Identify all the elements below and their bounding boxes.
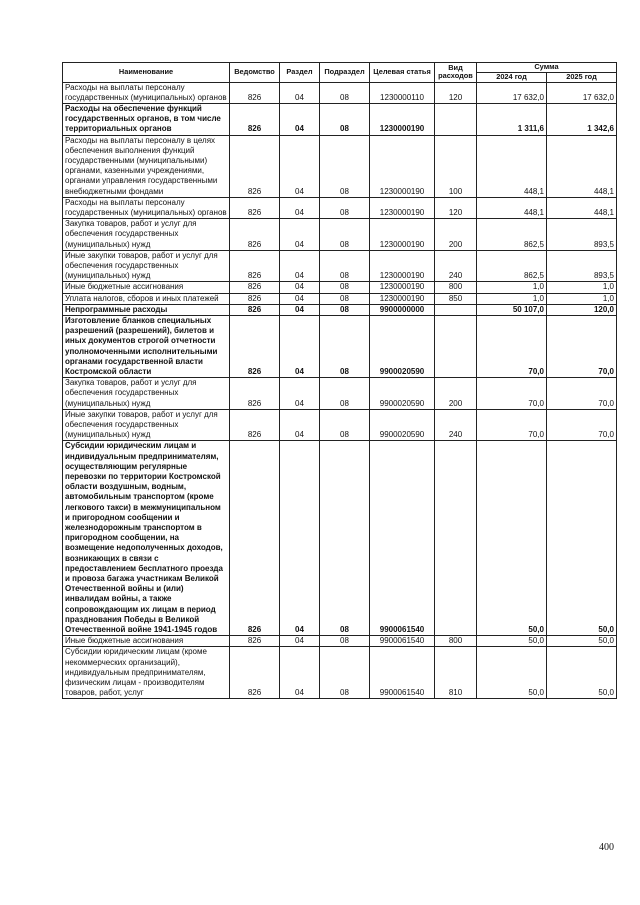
row-subsection: 08 bbox=[320, 219, 370, 251]
header-target: Целевая статья bbox=[370, 63, 435, 83]
row-value-2024: 448,1 bbox=[477, 197, 547, 218]
table-row bbox=[63, 441, 617, 636]
row-kind bbox=[435, 304, 477, 315]
row-value-2024: 70,0 bbox=[477, 409, 547, 441]
row-kind: 850 bbox=[435, 293, 477, 304]
row-section: 04 bbox=[280, 293, 320, 304]
row-name: Расходы на обеспечение функций государственных органов, в том числе территориальных органов bbox=[63, 103, 230, 135]
row-value-2025: 120,0 bbox=[547, 304, 617, 315]
row-name: Изготовление бланков специальных разрешений (разрешений), билетов и иных документов строгой отчетности уполномоченными исполнительными органами государственной власти Костромской области bbox=[63, 315, 230, 377]
row-dept: 826 bbox=[230, 647, 280, 699]
row-section: 04 bbox=[280, 219, 320, 251]
row-subsection: 08 bbox=[320, 378, 370, 410]
header-2024: 2024 год bbox=[477, 73, 547, 83]
row-value-2024: 50,0 bbox=[477, 647, 547, 699]
row-target: 9900020590 bbox=[370, 315, 435, 377]
row-section: 04 bbox=[280, 647, 320, 699]
row-section: 04 bbox=[280, 135, 320, 197]
table-row bbox=[63, 282, 617, 293]
row-subsection: 08 bbox=[320, 293, 370, 304]
row-target: 1230000110 bbox=[370, 82, 435, 103]
row-dept: 826 bbox=[230, 293, 280, 304]
row-dept: 826 bbox=[230, 636, 280, 647]
row-value-2025: 1 342,6 bbox=[547, 103, 617, 135]
row-value-2025: 50,0 bbox=[547, 636, 617, 647]
row-dept: 826 bbox=[230, 197, 280, 218]
header-kind: Вид расходов bbox=[435, 63, 477, 83]
row-value-2025: 70,0 bbox=[547, 315, 617, 377]
row-value-2025: 448,1 bbox=[547, 197, 617, 218]
row-value-2025: 70,0 bbox=[547, 378, 617, 410]
row-name: Субсидии юридическим лицам (кроме некоммерческих организаций), индивидуальным предпринимателям, физическим лицам - производителям товаров, работ, услуг bbox=[63, 647, 230, 699]
row-dept: 826 bbox=[230, 315, 280, 377]
row-dept: 826 bbox=[230, 250, 280, 282]
row-name: Непрограммные расходы bbox=[63, 304, 230, 315]
row-section: 04 bbox=[280, 315, 320, 377]
row-target: 1230000190 bbox=[370, 219, 435, 251]
row-dept: 826 bbox=[230, 282, 280, 293]
row-kind bbox=[435, 315, 477, 377]
row-section: 04 bbox=[280, 197, 320, 218]
row-subsection: 08 bbox=[320, 315, 370, 377]
row-subsection: 08 bbox=[320, 82, 370, 103]
row-target: 9900061540 bbox=[370, 441, 435, 636]
row-dept: 826 bbox=[230, 304, 280, 315]
row-value-2024: 1,0 bbox=[477, 293, 547, 304]
row-value-2024: 70,0 bbox=[477, 378, 547, 410]
row-target: 1230000190 bbox=[370, 282, 435, 293]
row-subsection: 08 bbox=[320, 282, 370, 293]
row-kind: 810 bbox=[435, 647, 477, 699]
row-subsection: 08 bbox=[320, 441, 370, 636]
table-row bbox=[63, 647, 617, 699]
table-row bbox=[63, 103, 617, 135]
row-value-2025: 448,1 bbox=[547, 135, 617, 197]
header-dept: Ведомство bbox=[230, 63, 280, 83]
row-name: Расходы на выплаты персоналу государственных (муниципальных) органов bbox=[63, 197, 230, 218]
row-name: Иные закупки товаров, работ и услуг для обеспечения государственных (муниципальных) нужд bbox=[63, 250, 230, 282]
table-row bbox=[63, 219, 617, 251]
table-row bbox=[63, 250, 617, 282]
row-name: Расходы на выплаты персоналу государственных (муниципальных) органов bbox=[63, 82, 230, 103]
budget-table-container bbox=[62, 62, 616, 699]
row-target: 9900020590 bbox=[370, 409, 435, 441]
row-kind: 800 bbox=[435, 282, 477, 293]
row-name: Закупка товаров, работ и услуг для обеспечения государственных (муниципальных) нужд bbox=[63, 219, 230, 251]
row-dept: 826 bbox=[230, 219, 280, 251]
row-name: Расходы на выплаты персоналу в целях обеспечения выполнения функций государственными (муниципальными) органами, казенными учреждениями, органами управления государственными внебюджетными фондами bbox=[63, 135, 230, 197]
row-subsection: 08 bbox=[320, 250, 370, 282]
table-body bbox=[63, 82, 617, 699]
row-subsection: 08 bbox=[320, 636, 370, 647]
row-value-2025: 1,0 bbox=[547, 293, 617, 304]
row-target: 1230000190 bbox=[370, 250, 435, 282]
row-kind: 120 bbox=[435, 82, 477, 103]
row-value-2025: 893,5 bbox=[547, 219, 617, 251]
table-row bbox=[63, 197, 617, 218]
row-section: 04 bbox=[280, 378, 320, 410]
row-target: 1230000190 bbox=[370, 197, 435, 218]
table-row bbox=[63, 409, 617, 441]
row-kind: 200 bbox=[435, 378, 477, 410]
row-subsection: 08 bbox=[320, 135, 370, 197]
header-2025: 2025 год bbox=[547, 73, 617, 83]
row-value-2025: 1,0 bbox=[547, 282, 617, 293]
row-target: 1230000190 bbox=[370, 135, 435, 197]
header-section: Раздел bbox=[280, 63, 320, 83]
row-dept: 826 bbox=[230, 82, 280, 103]
row-value-2024: 1 311,6 bbox=[477, 103, 547, 135]
table-row bbox=[63, 82, 617, 103]
row-section: 04 bbox=[280, 103, 320, 135]
row-value-2024: 448,1 bbox=[477, 135, 547, 197]
row-kind: 240 bbox=[435, 409, 477, 441]
row-value-2024: 17 632,0 bbox=[477, 82, 547, 103]
row-target: 9900000000 bbox=[370, 304, 435, 315]
row-section: 04 bbox=[280, 636, 320, 647]
row-kind: 240 bbox=[435, 250, 477, 282]
row-target: 1230000190 bbox=[370, 103, 435, 135]
row-name: Субсидии юридическим лицам и индивидуальным предпринимателям, осуществляющим регулярные перевозки по территории Костромской области воздушным, водным, автомобильным транспортом (кроме легкового такси) в межмуниципальном и пригородном сообщении и железнодорожным транспортом в пригородном сообщении, на возмещение недополученных доходов, возникающих в связи с предоставлением бесплатного проезда и провоза багажа участникам Великой Отечественной войны и (или) инвалидам войны, а также сопровождающим их лицам в период празднования Победы в Великой Отечественной войне 1941-1945 годов bbox=[63, 441, 230, 636]
row-subsection: 08 bbox=[320, 304, 370, 315]
row-subsection: 08 bbox=[320, 103, 370, 135]
row-kind bbox=[435, 103, 477, 135]
table-row bbox=[63, 293, 617, 304]
table-row bbox=[63, 135, 617, 197]
row-kind bbox=[435, 441, 477, 636]
header-sum: Сумма bbox=[477, 63, 617, 73]
row-section: 04 bbox=[280, 409, 320, 441]
row-subsection: 08 bbox=[320, 197, 370, 218]
row-target: 9900061540 bbox=[370, 636, 435, 647]
row-section: 04 bbox=[280, 250, 320, 282]
row-value-2025: 50,0 bbox=[547, 441, 617, 636]
row-section: 04 bbox=[280, 82, 320, 103]
row-dept: 826 bbox=[230, 441, 280, 636]
row-value-2024: 70,0 bbox=[477, 315, 547, 377]
row-value-2025: 70,0 bbox=[547, 409, 617, 441]
row-subsection: 08 bbox=[320, 409, 370, 441]
row-section: 04 bbox=[280, 282, 320, 293]
row-value-2024: 50 107,0 bbox=[477, 304, 547, 315]
page-number: 400 bbox=[599, 842, 614, 853]
row-kind: 200 bbox=[435, 219, 477, 251]
row-dept: 826 bbox=[230, 135, 280, 197]
row-target: 9900061540 bbox=[370, 647, 435, 699]
row-target: 9900020590 bbox=[370, 378, 435, 410]
header-subsection: Подраздел bbox=[320, 63, 370, 83]
row-kind: 120 bbox=[435, 197, 477, 218]
row-value-2024: 862,5 bbox=[477, 219, 547, 251]
table-row bbox=[63, 315, 617, 377]
row-name: Иные бюджетные ассигнования bbox=[63, 282, 230, 293]
row-subsection: 08 bbox=[320, 647, 370, 699]
row-value-2024: 50,0 bbox=[477, 441, 547, 636]
row-section: 04 bbox=[280, 441, 320, 636]
row-value-2024: 50,0 bbox=[477, 636, 547, 647]
row-name: Иные бюджетные ассигнования bbox=[63, 636, 230, 647]
row-value-2025: 50,0 bbox=[547, 647, 617, 699]
row-value-2025: 17 632,0 bbox=[547, 82, 617, 103]
row-kind: 100 bbox=[435, 135, 477, 197]
row-dept: 826 bbox=[230, 103, 280, 135]
row-kind: 800 bbox=[435, 636, 477, 647]
row-section: 04 bbox=[280, 304, 320, 315]
table-row bbox=[63, 304, 617, 315]
table-row bbox=[63, 378, 617, 410]
row-target: 1230000190 bbox=[370, 293, 435, 304]
row-name: Уплата налогов, сборов и иных платежей bbox=[63, 293, 230, 304]
row-value-2024: 862,5 bbox=[477, 250, 547, 282]
table-row bbox=[63, 636, 617, 647]
row-dept: 826 bbox=[230, 409, 280, 441]
row-value-2024: 1,0 bbox=[477, 282, 547, 293]
header-name: Наименование bbox=[63, 63, 230, 83]
row-dept: 826 bbox=[230, 378, 280, 410]
row-value-2025: 893,5 bbox=[547, 250, 617, 282]
row-name: Закупка товаров, работ и услуг для обеспечения государственных (муниципальных) нужд bbox=[63, 378, 230, 410]
row-name: Иные закупки товаров, работ и услуг для обеспечения государственных (муниципальных) нужд bbox=[63, 409, 230, 441]
budget-table bbox=[62, 62, 617, 699]
